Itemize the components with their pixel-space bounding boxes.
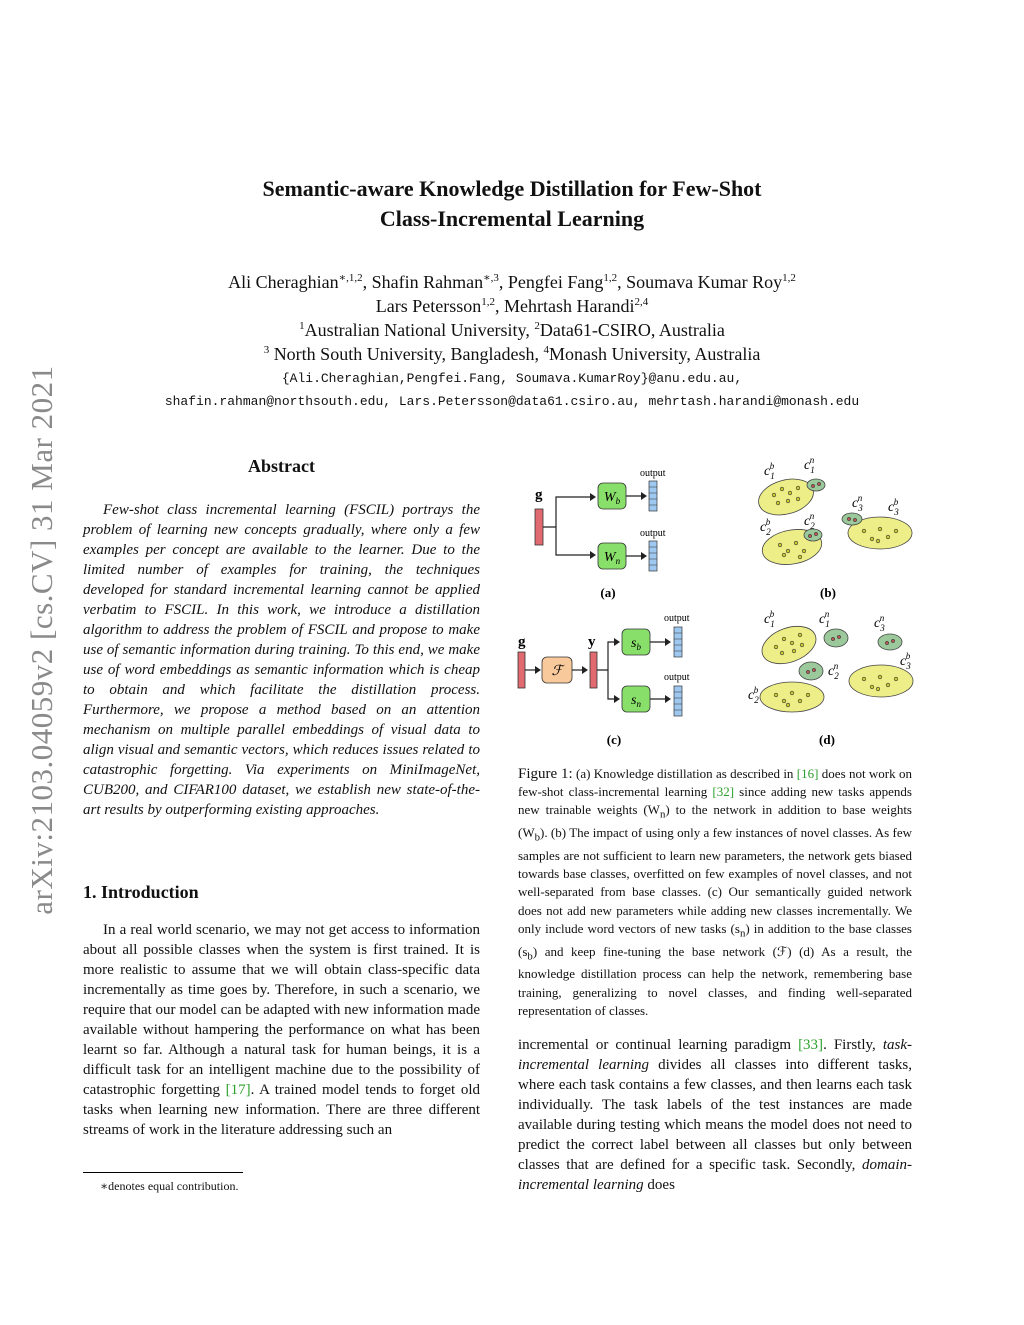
c2n-label-d (828, 661, 839, 681)
c3n-sub: 3 (880, 623, 885, 633)
base-cluster-d2 (760, 682, 824, 712)
output-lines-a (626, 496, 644, 556)
c1b-main: c (764, 612, 771, 627)
feature-bar-y (590, 652, 597, 688)
feature-bar-a (535, 509, 543, 545)
author-name: Lars Petersson (375, 296, 482, 316)
c3n-sup: n (879, 613, 885, 623)
panel-d-label: (d) (819, 732, 835, 747)
output-label-a1: output (640, 468, 666, 479)
output-arrows-a (641, 492, 647, 560)
figure-caption (518, 765, 912, 1020)
author-name: Shafin Rahman (371, 272, 484, 292)
wb-label-sub: b (615, 496, 621, 506)
caption-label: Figure 1: (518, 766, 573, 782)
author-sup: 1,2 (481, 296, 495, 308)
c3b-label-b (888, 497, 899, 517)
affiliation-sup: 1 (299, 320, 305, 332)
output-label-c2: output (664, 672, 690, 683)
sb-label-main: s (631, 636, 637, 651)
caption-sub: n (739, 927, 746, 940)
c3n-label-b (852, 493, 863, 513)
c3b-main: c (900, 654, 907, 669)
output-vector-a1 (649, 481, 657, 511)
affiliation-sep: , (525, 320, 535, 340)
caption-text: ) to the network in addition to base weights (W (518, 802, 912, 841)
author-sep: , (498, 272, 508, 292)
c3b-sup: b (905, 651, 911, 661)
introduction-text (83, 920, 480, 1140)
author-sup: ∗,1,2 (338, 272, 363, 284)
right-text: does (643, 1177, 675, 1193)
output-label-c1: output (664, 613, 690, 624)
c2n-sup: n (809, 511, 815, 521)
author-sep: , (617, 272, 627, 292)
affiliation-sup: 2 (534, 320, 540, 332)
caption-text: ) and keep fine-tuning the base network (ℱ) (d) As a result, the knowledge distillation process can help the network, remembering base training, generalizing to novel classes, and finding well-separated representation of classes. (518, 943, 912, 1018)
label-y: y (588, 634, 596, 650)
author-sep: , (495, 296, 504, 316)
c2b-label-b (760, 517, 771, 537)
sn-label-sub: n (636, 699, 641, 709)
right-text-emphasis: domain-incremental learning (518, 1157, 912, 1193)
branch-lines-c (597, 642, 616, 699)
footnote-rule (83, 1172, 243, 1173)
branch-arrows-a (590, 493, 596, 559)
c3b-sup: b (893, 497, 899, 507)
c3n-main: c (852, 496, 859, 511)
c1n-sup: n (809, 455, 815, 465)
right-text: . Firstly, (823, 1037, 883, 1053)
caption-text: ). (b) The impact of using only a few instances of novel classes. As few samples are not sufficient to learn new parameters, the network gets biased towards base classes, overfitted on few examples of novel classes, and not well-separated from base classes. (c) Our semantically guided network does not add new parameters while adding new classes incrementally. We only include word vectors of new tasks (s (518, 825, 912, 936)
sb-label-sub: b (636, 642, 641, 652)
affiliation-sup: 4 (543, 344, 549, 356)
author-name: Pengfei Fang (507, 272, 604, 292)
citation-link[interactable]: [33] (798, 1037, 824, 1053)
author-name: Ali Cheraghian (228, 272, 339, 292)
panel-b-label: (b) (820, 585, 836, 600)
right-text: incremental or continual learning paradigm (518, 1037, 799, 1053)
caption-sub: b (534, 831, 541, 844)
figure-1 (508, 455, 924, 755)
branch-lines-a (543, 497, 594, 555)
arrow-f-y-head (582, 666, 588, 674)
arxiv-identifier-text: arXiv:2103.04059v2 [cs.CV] 31 Mar 2021 (24, 365, 59, 915)
branch-arrows-c (614, 638, 620, 703)
output-label-a2: output (640, 528, 666, 539)
caption-text: (a) Knowledge distillation as described in (572, 766, 797, 781)
c1n-label-b (804, 455, 815, 475)
c2b-sub: 2 (766, 527, 771, 537)
output-vector-c2 (674, 686, 682, 716)
right-text: divides all classes into different tasks, where each task contains a few classes, and then learns each task individually. The task labels of the test instances are made available during testing which means the model does not need to predict the correct label between all classes but only between classes that are defined for a specific task. Secondly, (518, 1057, 912, 1173)
novel-cluster-b3 (842, 513, 862, 525)
affiliation-name: North South University, Bangladesh (269, 344, 535, 364)
c1b-main: c (764, 464, 771, 479)
c2n-sub: 2 (810, 521, 815, 531)
c2n-sup: n (833, 661, 839, 671)
caption-text: does not work on few-shot class-incremental learning (518, 766, 912, 800)
panel-c-label: (c) (606, 732, 622, 747)
author-sup: 1,2 (603, 272, 618, 284)
citation-link[interactable]: [17] (225, 1082, 251, 1098)
c2n-sub: 2 (834, 671, 839, 681)
c1n-label-d (819, 609, 830, 629)
c2b-sub: 2 (754, 695, 759, 705)
citation-link[interactable]: [16] (796, 766, 819, 781)
affiliation-name: Data61-CSIRO, Australia (539, 320, 725, 340)
output-lines-c (650, 642, 668, 699)
c1b-label-b (764, 461, 775, 481)
affiliation-sup: 3 (263, 344, 270, 356)
email-line-2: shafin.rahman@northsouth.edu, Lars.Petersson@data61.csiro.au, mehrtash.harandi@monash.edu (164, 394, 860, 409)
c3b-label-d (900, 651, 911, 671)
c2n-label-b (804, 511, 815, 531)
label-g-c: g (518, 634, 526, 650)
caption-text: ) in addition to the base classes (s (518, 920, 912, 959)
c1b-sub: 1 (770, 619, 775, 629)
author-sup: 2,4 (634, 296, 649, 308)
c2n-main: c (828, 664, 835, 679)
c1b-label-d (764, 609, 775, 629)
title-line-1: Semantic-aware Knowledge Distillation for Few-Shot (262, 176, 762, 201)
c2b-label-d (748, 685, 759, 705)
feature-bar-g (518, 652, 525, 688)
sn-label-main: s (631, 693, 637, 708)
caption-text: since adding new tasks appends new trainable weights (W (518, 784, 912, 818)
footnote: ∗denotes equal contribution. (100, 1179, 239, 1193)
c1b-sup: b (769, 461, 775, 471)
wn-label-main: W (603, 550, 616, 565)
abstract-text: Few-shot class incremental learning (FSCIL) portrays the problem of learning new concepts gradually, where only a few examples per concept are available to the learner. Due to the limited number of examples for training, the techniques developed for standard incremental learning cannot be applied verbatim to FSCIL. In this work, we introduce a distillation algorithm to address the problem of FSCIL and propose to make use of semantic information during training. To this end, we make use of word embeddings as semantic information which is cheap to obtain and which facilitate the distillation process. Furthermore, we propose a method based on an attention mechanism on multiple parallel embeddings of visual data to align visual and semantic vectors, which reduces issues related to catastrophic forgetting. Via experiments on MiniImageNet, CUB200, and CIFAR100 dataset, we establish new state-of-the-art results by outperforming existing approaches. (83, 502, 480, 818)
c2b-sup: b (765, 517, 771, 527)
label-g-a: g (535, 487, 543, 503)
caption-sub: n (659, 809, 666, 821)
output-arrows-c (665, 638, 671, 703)
affiliation-line-1 (0, 318, 1024, 342)
affiliation-name: Monash University, Australia (549, 344, 761, 364)
title-line-2: Class-Incremental Learning (379, 206, 645, 231)
c2b-main: c (748, 688, 755, 703)
c1n-main: c (819, 612, 826, 627)
output-vector-a2 (649, 541, 657, 571)
wn-label-sub: n (615, 556, 621, 566)
introduction-heading: 1. Introduction (83, 882, 199, 902)
c2b-main: c (760, 520, 767, 535)
arrow-g-f-head (535, 666, 541, 674)
author-line-1 (0, 270, 1024, 294)
author-sep: , (362, 272, 372, 292)
panel-a-label: (a) (600, 585, 616, 600)
novel-cluster-d3 (878, 634, 902, 650)
c1n-sub: 1 (810, 465, 815, 475)
novel-cluster-d2 (799, 662, 823, 680)
f-label: ℱ (551, 664, 563, 679)
c1b-sub: 1 (770, 471, 775, 481)
caption-sub: b (527, 950, 533, 963)
author-name: Mehrtash Harandi (504, 296, 635, 316)
c3b-sub: 3 (906, 661, 911, 671)
novel-cluster-d1 (824, 629, 848, 647)
c2n-main: c (804, 514, 811, 529)
c3n-sup: n (857, 493, 863, 503)
author-sup: 1,2 (782, 272, 796, 284)
c1b-sup: b (769, 609, 775, 619)
c2b-sup: b (753, 685, 759, 695)
c3b-sub: 3 (894, 507, 899, 517)
c3b-main: c (888, 500, 895, 515)
right-column-text (518, 1035, 912, 1195)
c3n-main: c (874, 616, 881, 631)
author-sup: ∗,3 (483, 272, 499, 284)
output-vector-c1 (674, 627, 682, 657)
affiliation-sep: , (534, 344, 544, 364)
paper-title (0, 174, 1024, 234)
affiliation-name: Australian National University (304, 320, 526, 340)
c1n-main: c (804, 458, 811, 473)
intro-text-post: . A trained model tends to forget old tasks when learning new information. There are three different streams of work in the literature addressing such an (83, 1082, 480, 1138)
base-cluster-d3 (849, 665, 913, 697)
c1n-sup: n (824, 609, 830, 619)
intro-text-pre: In a real world scenario, we may not get access to information about all possible classes when the system is first trained. It is more realistic to assume that we will obtain class-specific data incrementally as time goes by. Therefore, in such a scenario, we require that our model can be adapted with new information made available without hampering the performance on what has been learnt so far. Although a natural task for human beings, it is a difficult task for an intelligent machine due to the possibility of catastrophic forgetting (83, 922, 480, 1098)
novel-cluster-b1 (807, 479, 825, 491)
author-name: Soumava Kumar Roy (626, 272, 783, 292)
right-text-emphasis: task-incremental learning (518, 1037, 912, 1073)
c1n-sub: 1 (825, 619, 830, 629)
citation-link[interactable]: [32] (712, 784, 735, 800)
arxiv-identifier (20, 340, 64, 940)
author-line-2 (0, 294, 1024, 318)
affiliation-line-2 (0, 342, 1024, 366)
c3n-label-d (874, 613, 885, 633)
abstract-heading: Abstract (248, 456, 315, 476)
c3n-sub: 3 (858, 503, 863, 513)
wb-label-main: W (603, 490, 616, 505)
email-line-1: {Ali.Cheraghian,Pengfei.Fang, Soumava.KumarRoy}@anu.edu.au, (281, 371, 743, 386)
